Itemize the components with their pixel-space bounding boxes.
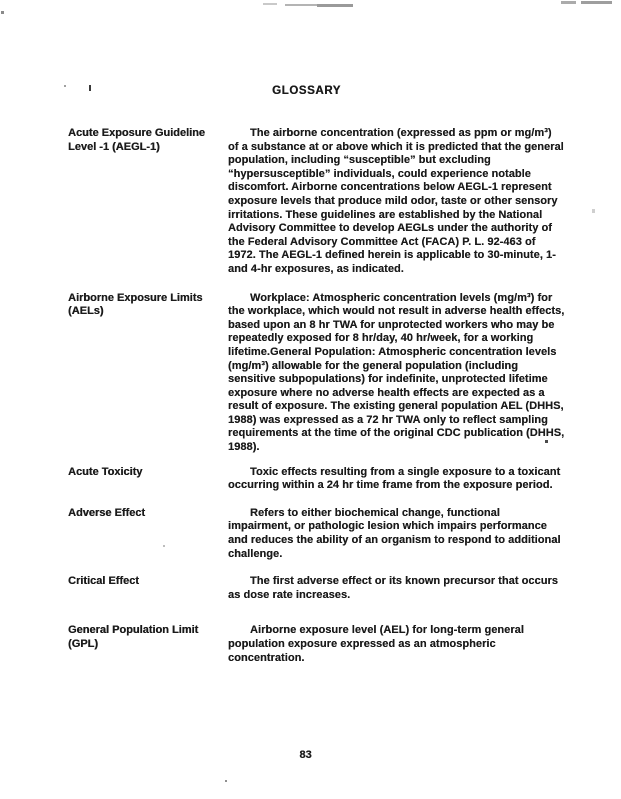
page-number: 83: [299, 749, 312, 761]
glossary-definition: Toxic effects resulting from a single exposure to a toxicant occurring within a 24 hr time frame from the exposure period.: [228, 465, 561, 492]
scan-artifact: [561, 1, 576, 4]
scan-artifact: [225, 780, 227, 782]
scan-artifact: [581, 1, 612, 4]
glossary-definition: Airborne exposure level (AEL) for long-term general population exposure expressed as an atmospheric concentration.: [228, 624, 524, 664]
glossary-list: [68, 127, 565, 679]
glossary-term: Acute Exposure Guideline Level -1 (AEGL-1): [68, 127, 205, 153]
glossary-entry: [68, 466, 565, 493]
glossary-term: General Population Limit (GPL): [68, 624, 199, 650]
glossary-term: Airborne Exposure Limits (AELs): [68, 291, 203, 318]
scan-artifact: [592, 209, 595, 213]
glossary-entry: [68, 507, 565, 561]
scan-artifact: [285, 4, 317, 6]
glossary-definition: Refers to either biochemical change, functional impairment, or pathologic lesion which impairs performance and reduces the ability of an organism to respond to additional challenge.: [228, 506, 561, 560]
glossary-entry: [68, 292, 565, 455]
glossary-definition: Workplace: Atmospheric concentration levels (mg/m³) for the workplace, which would not result in adverse health effects, based upon an 8 hr TWA for unprotected workers who may be repeatedly exposed for 8 hr/day, 40 hr/week, for a working lifetime.General Population: Atmospheric concentration levels (mg/m³) allowable for the general population (including sensitive subpopulations) for indefinite, unprotected lifetime exposure where no adverse health effects are expected as a result of exposure. The existing general population AEL (DHHS, 1988) was expressed as a 72 hr TWA only to reflect sampling requirements at the time of the original CDC publication (DHHS, 1988).: [228, 291, 565, 454]
glossary-term: Critical Effect: [68, 575, 139, 588]
scan-artifact: [263, 3, 277, 5]
glossary-term: Acute Toxicity: [68, 465, 143, 478]
glossary-entry: [68, 624, 565, 665]
scan-artifact: [317, 4, 353, 7]
glossary-definition: The first adverse effect or its known precursor that occurs as dose rate increases.: [228, 575, 558, 601]
scan-artifact: [1, 11, 4, 14]
glossary-term: Adverse Effect: [68, 506, 146, 519]
glossary-definition: The airborne concentration (expressed as ppm or mg/m³) of a substance at or above which it is predicted that the general population, including “susceptible” but excluding “hypersusceptible” individuals, could experience notable discomfort. Airborne concentrations below AEGL-1 represent exposure levels that produce mild odor, taste or other sensory irritations. These guidelines are established by the National Advisory Committee to develop AEGLs under the authority of the Federal Advisory Committee Act (FACA) P. L. 92-463 of 1972. The AEGL-1 defined herein is applicable to 30-minute, 1- and 4-hr exposures, as indicated.: [228, 127, 564, 275]
glossary-entry: [68, 127, 565, 277]
page-title: GLOSSARY: [272, 85, 341, 97]
glossary-entry: [68, 575, 565, 602]
